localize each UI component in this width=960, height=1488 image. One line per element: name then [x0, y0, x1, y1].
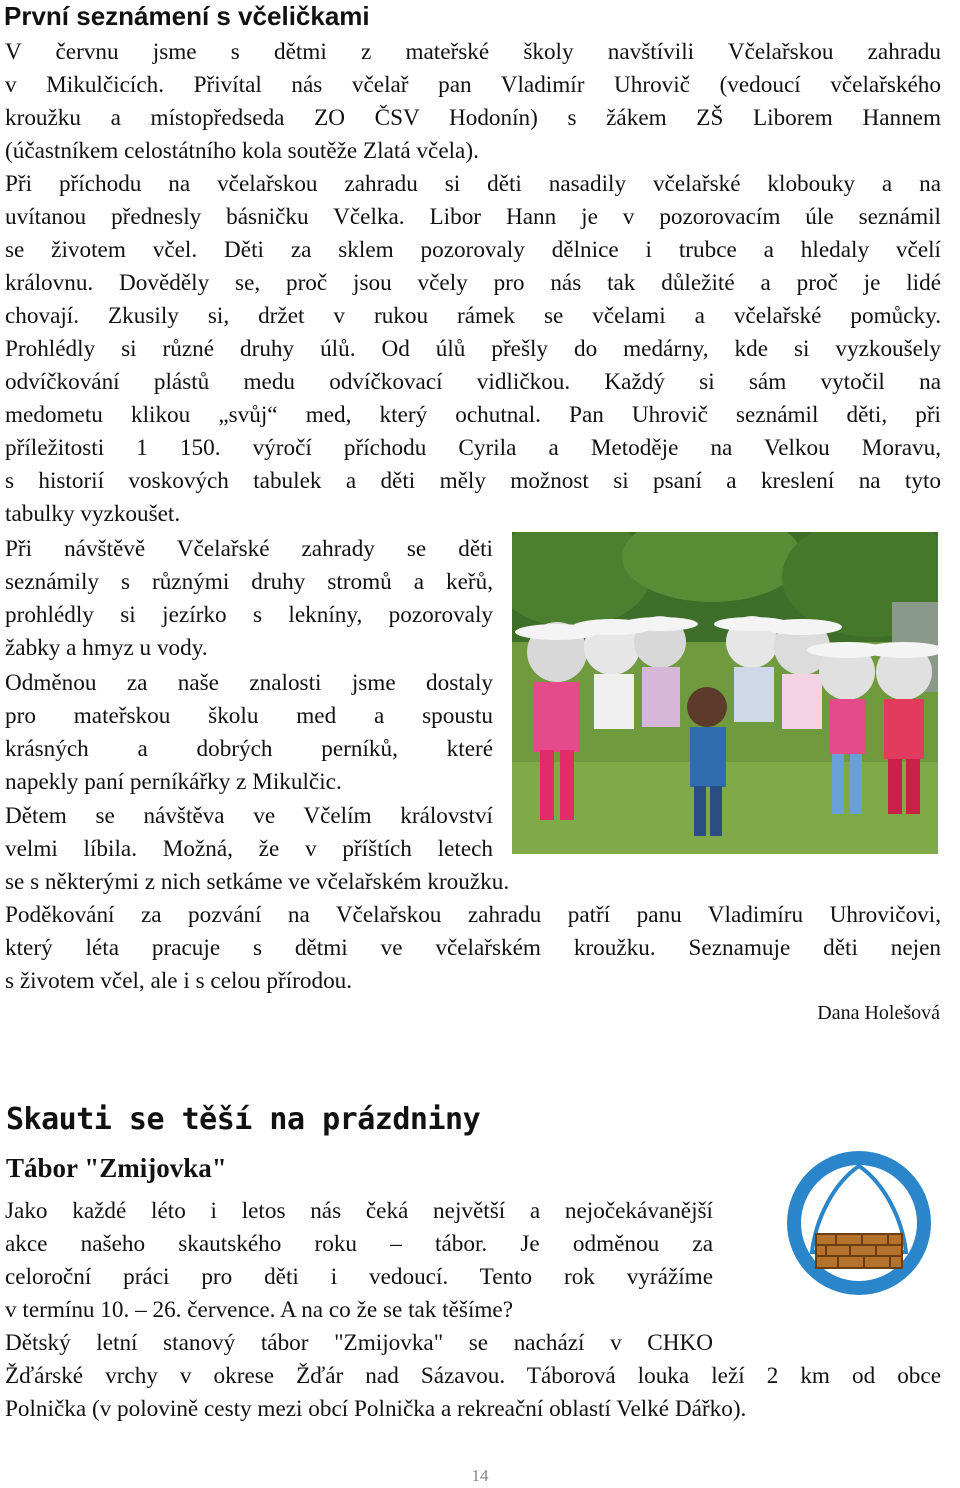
text-line: se s některými z nich setkáme ve včelařském kroužku. [5, 869, 510, 895]
text-line: uvítanou přednesly básničku Včelka. Libor Hann je v pozorovacím úle seznámil [5, 204, 941, 230]
text-line: napekly paní perníkářky z Mikulčic. [5, 769, 342, 795]
children-beekeeping-photo [512, 532, 938, 854]
text-line: tabulky vyzkoušet. [5, 501, 181, 527]
text-line: seznámily s různými druhy stromů a keřů, [5, 569, 493, 595]
text-line: kroužku a místopředseda ZO ČSV Hodonín) s žákem ZŠ Liborem Hannem [5, 105, 941, 131]
text-line: v Mikulčicích. Přivítal nás včelař pan Vladimír Uhrovič (vedoucí včelařského [5, 72, 941, 98]
scout-camp-logo [784, 1148, 934, 1298]
text-line: žabky a hmyz u vody. [5, 635, 208, 661]
camp-subtitle: Tábor "Zmijovka" [6, 1153, 227, 1183]
text-line: s životem včel, ale i s celou přírodou. [5, 968, 353, 994]
text-line: Žďárské vrchy v okrese Žďár nad Sázavou. Táborová louka leží 2 km od obce [5, 1363, 941, 1389]
text-line: V červnu jsme s dětmi z mateřské školy navštívili Včelařskou zahradu [5, 39, 941, 65]
text-line: Odměnou za naše znalosti jsme dostaly [5, 670, 493, 696]
article-title: První seznámení s včeličkami [4, 1, 370, 31]
text-line: Jako každé léto i letos nás čeká největší a nejočekávanější [5, 1198, 713, 1224]
text-line: odvíčkování plástů medu odvíčkovací vidličkou. Každý si sám vytočil na [5, 369, 941, 395]
text-line: královnu. Dověděly se, proč jsou včely pro nás tak důležité a proč je lidé [5, 270, 941, 296]
text-line: Při návštěvě Včelařské zahrady se děti [5, 536, 493, 562]
text-line: Polnička (v polovině cesty mezi obcí Polnička a rekreační oblastí Velké Dářko). [5, 1396, 747, 1422]
text-line: velmi líbila. Možná, že v příštích letech [5, 836, 493, 862]
text-line: medometu klikou „svůj“ med, který ochutnal. Pan Uhrovič seznámil děti, při [5, 402, 941, 428]
text-line: Při příchodu na včelařskou zahradu si děti nasadily včelařské klobouky a na [5, 171, 941, 197]
text-line: (účastníkem celostátního kola soutěže Zlatá včela). [5, 138, 479, 164]
text-line: v termínu 10. – 26. července. A na co že se tak těšíme? [5, 1297, 514, 1323]
text-line: chovají. Zkusily si, držet v rukou rámek se včelami a včelařské pomůcky. [5, 303, 941, 329]
text-line: celoroční práci pro děti i vedoucí. Tento rok vyrážíme [5, 1264, 713, 1290]
text-line: Prohlédly si různé druhy úlů. Od úlů přešly do medárny, kde si vyzkoušely [5, 336, 941, 362]
text-line: Dětský letní stanový tábor "Zmijovka" se nachází v CHKO [5, 1330, 713, 1356]
text-line: pro mateřskou školu med a spoustu [5, 703, 493, 729]
page-number: 14 [471, 1466, 489, 1485]
text-line: s historií voskových tabulek a děti měly možnost si psaní a kreslení na tyto [5, 468, 941, 494]
tent-logo-icon [784, 1148, 934, 1298]
text-line: se životem včel. Děti za sklem pozorovaly dělnice i trubce a hledaly včelí [5, 237, 941, 263]
text-line: Dětem se návštěva ve Včelím království [5, 803, 493, 829]
text-line: který léta pracuje s dětmi ve včelařském kroužku. Seznamuje děti nejen [5, 935, 941, 961]
children-photo-illustration [512, 532, 938, 854]
text-line: Poděkování za pozvání na Včelařskou zahradu patří panu Vladimíru Uhrovičovi, [5, 902, 941, 928]
text-line: krásných a dobrých perníků, které [5, 736, 493, 762]
author-signature: Dana Holešová [817, 1002, 940, 1024]
text-line: prohlédly si jezírko s lekníny, pozorovaly [5, 602, 493, 628]
scouts-article-title: Skauti se těší na prázdniny [6, 1102, 481, 1137]
text-line: akce našeho skautského roku – tábor. Je odměnou za [5, 1231, 713, 1257]
text-line: příležitosti 1 150. výročí příchodu Cyrila a Metoděje na Velkou Moravu, [5, 435, 941, 461]
